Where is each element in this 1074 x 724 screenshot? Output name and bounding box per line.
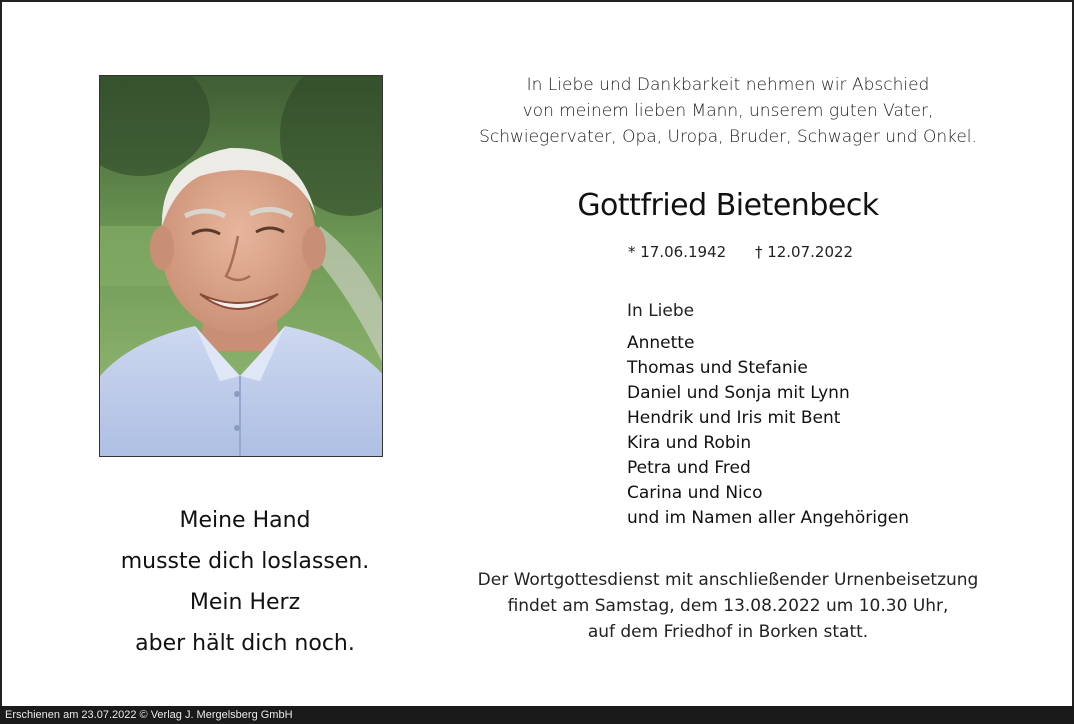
service-line-2: findet am Samstag, dem 13.08.2022 um 10.30 Uhr, [507, 596, 949, 616]
farewell-intro [440, 72, 1016, 150]
intro-line-3: Schwiegervater, Opa, Uropa, Bruder, Schwager und Onkel. [479, 127, 977, 147]
service-line-3: auf dem Friedhof in Borken statt. [587, 622, 869, 642]
poem-line-2: musste dich loslassen. [120, 549, 370, 574]
poem-line-4: aber hält dich noch. [135, 631, 355, 656]
poem-line-1: Meine Hand [179, 508, 311, 533]
mourner-item: Daniel und Sonja mit Lynn [627, 383, 850, 403]
memorial-poem [90, 500, 400, 664]
in-love-label: In Liebe [627, 301, 695, 321]
mourner-item: und im Namen aller Angehörigen [627, 508, 910, 528]
mourners-list [627, 331, 909, 531]
poem-line-3: Mein Herz [189, 590, 301, 615]
service-line-1: Der Wortgottesdienst mit anschließender Urnenbeisetzung [477, 570, 979, 590]
birth-date: * 17.06.1942 [628, 243, 727, 261]
mourner-item: Carina und Nico [627, 483, 763, 503]
publication-footer: Erschienen am 23.07.2022 © Verlag J. Mergelsberg GmbH [0, 706, 1074, 724]
service-details [440, 567, 1016, 645]
mourner-item: Annette [627, 333, 695, 353]
deceased-name: Gottfried Bietenbeck [577, 188, 879, 223]
mourner-item: Thomas und Stefanie [627, 358, 808, 378]
mourner-item: Petra und Fred [627, 458, 751, 478]
mourner-item: Hendrik und Iris mit Bent [627, 408, 841, 428]
death-date: † 12.07.2022 [754, 243, 854, 261]
intro-line-2: von meinem lieben Mann, unserem guten Vater, [522, 101, 934, 121]
life-dates [628, 243, 853, 261]
portrait-photo [99, 75, 383, 457]
intro-line-1: In Liebe und Dankbarkeit nehmen wir Abschied [526, 75, 930, 95]
mourner-item: Kira und Robin [627, 433, 752, 453]
